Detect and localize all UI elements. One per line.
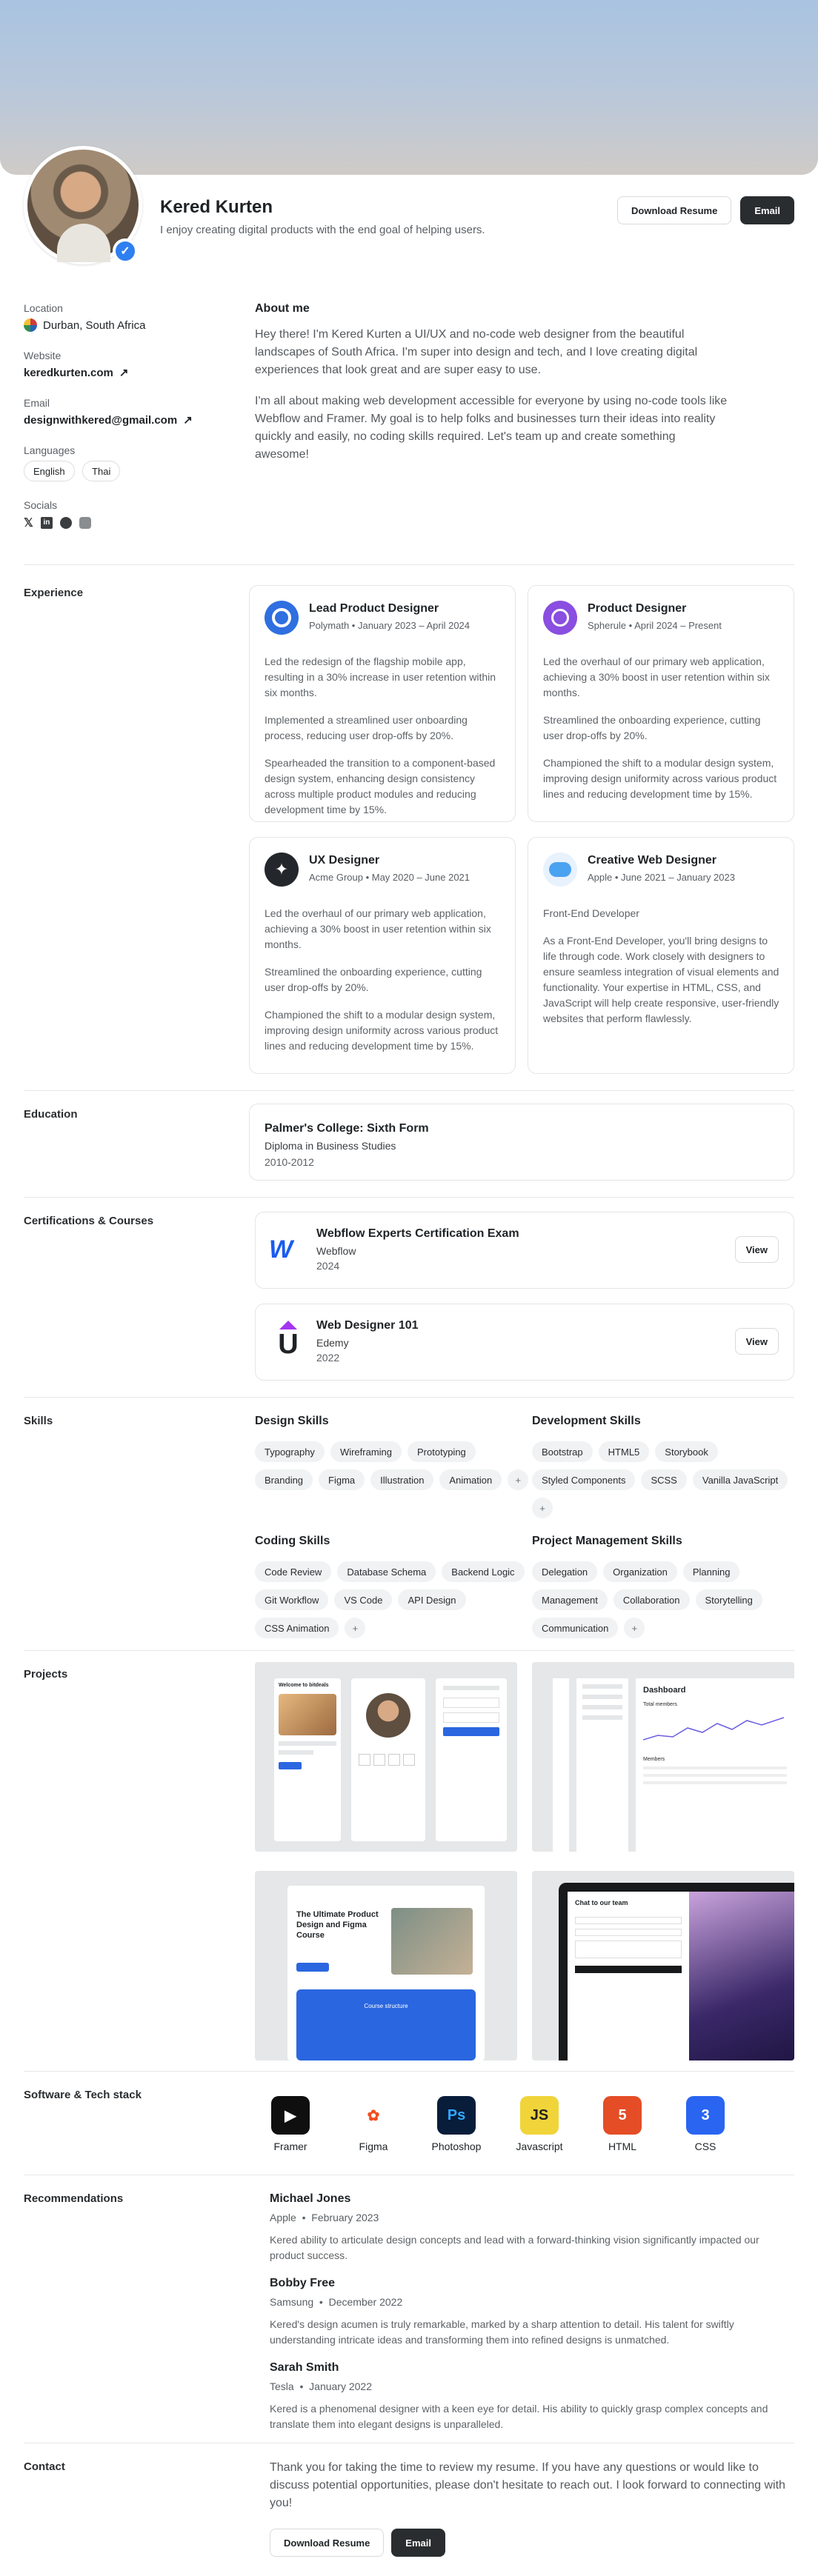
pm-skills-title: Project Management Skills	[532, 1535, 682, 1547]
skill-tag: Styled Components	[532, 1469, 635, 1490]
experience-subtitle: Spherule • April 2024 – Present	[588, 620, 722, 631]
experience-card	[249, 837, 516, 1074]
skill-tag: Management	[532, 1589, 608, 1610]
divider	[24, 1197, 794, 1198]
project-caption: Members	[643, 1757, 665, 1762]
experience-paragraph: Streamlined the onboarding experience, cutting user drop-offs by 20%.	[265, 966, 482, 993]
html-icon: 5	[603, 2096, 642, 2135]
recommendation-item: Bobby Free Samsung • December 2022 Kered's design acumen is truly remarkable, marked by a sharp attention to detail. His talent for swiftly understanding intricate ideas and transforming them into refined designs is unmatched.	[270, 2277, 788, 2348]
certification-org: Edemy	[316, 1337, 349, 1349]
recommender-company: Apple	[270, 2212, 296, 2223]
language-pill: English	[24, 461, 75, 481]
recommender-name: Michael Jones	[270, 2192, 351, 2205]
experience-title-text: Product Designer	[588, 602, 687, 615]
development-skills-tags	[532, 1441, 806, 1518]
experience-card	[528, 837, 794, 1074]
acme-logo-icon: ✦	[265, 852, 299, 887]
view-button[interactable]: View	[735, 1328, 779, 1355]
website-label: Website	[24, 350, 61, 361]
figma-icon: ✿	[354, 2096, 393, 2135]
school-name: Palmer's College: Sixth Form	[265, 1122, 429, 1135]
skill-tag: Git Workflow	[255, 1589, 328, 1610]
view-button[interactable]: View	[735, 1236, 779, 1263]
recommendation-quote: Kered is a phenomenal designer with a keen eye for detail. His ability to quickly grasp complex concepts and translate them into elegant designs is unparalleled.	[270, 2403, 768, 2430]
experience-title-text: Lead Product Designer	[309, 602, 439, 615]
contact-actions	[270, 2529, 445, 2557]
divider	[24, 564, 794, 565]
project-thumbnail[interactable]	[532, 1871, 794, 2061]
profile-sidebar	[24, 302, 246, 548]
experience-paragraph: Spearheaded the transition to a component-based design system, enhancing design consistency across multiple product modules and reducing development time by 15%.	[265, 757, 496, 815]
profile-name: Kered Kurten	[160, 197, 273, 217]
software-item	[419, 2096, 493, 2152]
download-resume-button[interactable]: Download Resume	[270, 2529, 384, 2557]
spherule-logo-icon	[543, 601, 577, 635]
email-button[interactable]: Email	[391, 2529, 445, 2557]
certification-org: Webflow	[316, 1245, 356, 1257]
skill-tag: Animation	[439, 1469, 502, 1490]
skill-tag: Communication	[532, 1618, 618, 1638]
javascript-icon: JS	[520, 2096, 559, 2135]
skill-tag: CSS Animation	[255, 1618, 339, 1638]
software-item	[668, 2096, 742, 2152]
css-icon: 3	[686, 2096, 725, 2135]
x-icon[interactable]: 𝕏	[24, 517, 33, 530]
languages-label: Languages	[24, 444, 76, 456]
email-button[interactable]: Email	[740, 196, 794, 224]
about-paragraph: Hey there! I'm Kered Kurten a UI/UX and no-code web designer from the beautiful landscapes of South Africa. I'm super into design and tech, and I love creating digital experiences that look great and are super easy to use.	[255, 328, 698, 376]
skill-tag: Bootstrap	[532, 1441, 593, 1462]
software-name: CSS	[694, 2140, 716, 2152]
skill-tag: Prototyping	[408, 1441, 476, 1462]
skill-tag: Figma	[319, 1469, 365, 1490]
design-skills-tags	[255, 1441, 529, 1490]
experience-subtitle: Acme Group • May 2020 – June 2021	[309, 872, 470, 883]
recommendation-item: Michael Jones Apple • February 2023 Kered ability to articulate design concepts and lead with a forward-thinking vision significantly impacted our product success.	[270, 2192, 788, 2263]
skill-tag: Typography	[255, 1441, 325, 1462]
certification-title: Webflow Experts Certification Exam	[316, 1227, 519, 1240]
download-resume-button[interactable]: Download Resume	[617, 196, 731, 224]
certification-title: Web Designer 101	[316, 1319, 419, 1332]
threads-icon[interactable]	[79, 517, 91, 529]
projects-title: Projects	[24, 1668, 68, 1681]
external-link-icon: ↗	[183, 414, 193, 427]
skill-tag: Storytelling	[696, 1589, 762, 1610]
skill-tag: Collaboration	[614, 1589, 690, 1610]
experience-paragraph: Led the overhaul of our primary web application, achieving a 30% boost in user retention within six months.	[543, 655, 770, 698]
software-item	[585, 2096, 659, 2152]
add-skill-icon[interactable]: +	[345, 1618, 365, 1638]
linkedin-icon[interactable]: in	[41, 517, 53, 529]
add-skill-icon[interactable]: +	[532, 1498, 553, 1518]
divider	[24, 1090, 794, 1091]
recommendation-date: February 2023	[311, 2212, 379, 2223]
certification-year: 2024	[316, 1260, 340, 1272]
education-title: Education	[24, 1108, 78, 1121]
language-pill: Thai	[82, 461, 120, 481]
header-actions	[617, 196, 794, 224]
experience-card	[249, 585, 516, 822]
recommendation-date: January 2022	[309, 2380, 372, 2392]
skill-tag: Backend Logic	[442, 1561, 524, 1582]
location-label: Location	[24, 302, 63, 314]
skill-tag: Storybook	[655, 1441, 718, 1462]
add-skill-icon[interactable]: +	[508, 1469, 528, 1490]
software-name: Framer	[273, 2140, 307, 2152]
skills-title: Skills	[24, 1415, 53, 1427]
recommender-company: Tesla	[270, 2380, 294, 2392]
education-years: 2010-2012	[265, 1156, 314, 1168]
certification-card	[255, 1212, 794, 1289]
experience-paragraph: Implemented a streamlined user onboarding process, reducing user drop-offs by 20%.	[265, 714, 468, 741]
email-label: Email	[24, 397, 50, 409]
about-paragraph: I'm all about making web development accessible for everyone by using no-code tools like Webflow and Framer. My goal is to help folks and businesses turn their ideas into reality quickly and easily, no coding skills required. Let's team up and create something awesome!	[255, 395, 728, 461]
skill-tag: Delegation	[532, 1561, 597, 1582]
development-skills-title: Development Skills	[532, 1415, 641, 1427]
certifications-title: Certifications & Courses	[24, 1215, 154, 1227]
location-value: Durban, South Africa	[43, 318, 146, 332]
recommender-name: Bobby Free	[270, 2277, 336, 2289]
experience-paragraph: Led the redesign of the flagship mobile app, resulting in a 30% increase in user retention within six months.	[265, 655, 496, 698]
software-name: HTML	[608, 2140, 637, 2152]
experience-paragraph: Championed the shift to a modular design system, improving design uniformity across various product lines and reducing development time by 15%.	[543, 757, 777, 800]
recommendation-item: Sarah Smith Tesla • January 2022 Kered is a phenomenal designer with a keen eye for detail. His ability to quickly grasp complex concepts and translate them into elegant designs is unparalleled.	[270, 2361, 788, 2432]
skill-tag: Planning	[683, 1561, 740, 1582]
skill-tag: Organization	[603, 1561, 677, 1582]
experience-title: Experience	[24, 587, 84, 599]
experience-card	[528, 585, 794, 822]
design-skills-title: Design Skills	[255, 1415, 329, 1427]
skill-tag: API Design	[398, 1589, 465, 1610]
software-name: Photoshop	[431, 2140, 482, 2152]
polymath-logo-icon	[265, 601, 299, 635]
recommendations-title: Recommendations	[24, 2192, 124, 2205]
webflow-logo-icon: W	[269, 1235, 293, 1264]
skill-tag: HTML5	[599, 1441, 650, 1462]
email-link[interactable]: designwithkered@gmail.com	[24, 413, 178, 427]
experience-paragraph: Front-End Developer	[543, 907, 639, 919]
apple-cloud-logo-icon	[543, 852, 577, 887]
software-name: Javascript	[516, 2140, 563, 2152]
pm-skills-tags	[532, 1561, 806, 1638]
contact-text: Thank you for taking the time to review my resume. If you have any questions or would like to discuss potential opportunities, please don't hesitate to reach out. I look forward to connecting with you!	[270, 2461, 785, 2509]
about-title: About me	[255, 302, 310, 315]
experience-paragraph: Led the overhaul of our primary web application, achieving a 30% boost in user retention within six months.	[265, 907, 491, 950]
software-name: Figma	[359, 2140, 388, 2152]
project-caption: Chat to our team	[575, 1899, 628, 1906]
certification-year: 2022	[316, 1352, 340, 1364]
skill-tag: Illustration	[370, 1469, 433, 1490]
experience-title-text: Creative Web Designer	[588, 854, 716, 867]
experience-paragraph: Championed the shift to a modular design system, improving design uniformity across various product lines and reducing development time by 15%.	[265, 1009, 499, 1052]
skill-tag: VS Code	[334, 1589, 392, 1610]
skill-tag: Vanilla JavaScript	[693, 1469, 788, 1490]
certification-card	[255, 1304, 794, 1381]
contact-title: Contact	[24, 2460, 65, 2473]
socials-label: Socials	[24, 499, 58, 511]
project-thumbnail[interactable]	[255, 1662, 517, 1852]
edemy-logo-icon: U	[273, 1321, 303, 1362]
project-caption: Total members	[643, 1702, 677, 1707]
experience-subtitle: Apple • June 2021 – January 2023	[588, 872, 735, 883]
divider	[24, 2071, 794, 2072]
reddit-icon[interactable]	[60, 517, 72, 529]
coding-skills-title: Coding Skills	[255, 1535, 330, 1547]
recommendation-quote: Kered ability to articulate design concepts and lead with a forward-thinking vision significantly impacted our product success.	[270, 2234, 759, 2261]
skill-tag: Code Review	[255, 1561, 331, 1582]
skill-tag: SCSS	[641, 1469, 686, 1490]
degree: Diploma in Business Studies	[265, 1140, 396, 1152]
divider	[24, 1650, 794, 1651]
cover-banner	[0, 0, 818, 175]
skill-tag: Branding	[255, 1469, 313, 1490]
project-thumbnail[interactable]	[532, 1662, 794, 1852]
experience-paragraph: Streamlined the onboarding experience, cutting user drop-offs by 20%.	[543, 714, 761, 741]
divider	[24, 1397, 794, 1398]
project-thumbnail[interactable]	[255, 1871, 517, 2061]
project-caption: Dashboard	[643, 1686, 686, 1695]
add-skill-icon[interactable]: +	[624, 1618, 645, 1638]
experience-paragraph: As a Front-End Developer, you'll bring designs to life through code. Work closely with designers to ensure seamless integration of visual elements and functionality. Your expertise in HTML, CSS, and JavaScript will help create responsive, user-friendly websites that perform flawlessly.	[543, 935, 779, 1024]
software-item	[502, 2096, 576, 2152]
skill-tag: Database Schema	[337, 1561, 436, 1582]
recommendation-date: December 2022	[328, 2296, 403, 2308]
about-section	[255, 302, 729, 477]
education-card	[249, 1104, 794, 1181]
experience-title-text: UX Designer	[309, 854, 380, 867]
website-link[interactable]: keredkurten.com	[24, 366, 113, 379]
south-africa-flag-icon	[24, 318, 37, 332]
external-link-icon: ↗	[119, 367, 129, 379]
photoshop-icon: Ps	[437, 2096, 476, 2135]
recommendation-quote: Kered's design acumen is truly remarkable, marked by a sharp attention to detail. His talent for swiftly understanding intricate ideas and transforming them into refined designs is unmatched.	[270, 2318, 734, 2346]
recommender-name: Sarah Smith	[270, 2361, 339, 2374]
software-title: Software & Tech stack	[24, 2089, 142, 2101]
experience-subtitle: Polymath • January 2023 – April 2024	[309, 620, 470, 631]
recommender-company: Samsung	[270, 2296, 314, 2308]
profile-tagline: I enjoy creating digital products with the end goal of helping users.	[160, 224, 485, 236]
project-caption: Welcome to bitdeals	[279, 1683, 329, 1688]
project-caption: The Ultimate Product Design and Figma Course	[296, 1910, 379, 1940]
skill-tag: Wireframing	[330, 1441, 402, 1462]
software-item	[253, 2096, 327, 2152]
coding-skills-tags	[255, 1561, 529, 1638]
project-caption: Course structure	[296, 1989, 476, 2061]
software-item	[336, 2096, 410, 2152]
framer-icon: ▶	[271, 2096, 310, 2135]
verified-badge-icon: ✓	[113, 238, 138, 264]
